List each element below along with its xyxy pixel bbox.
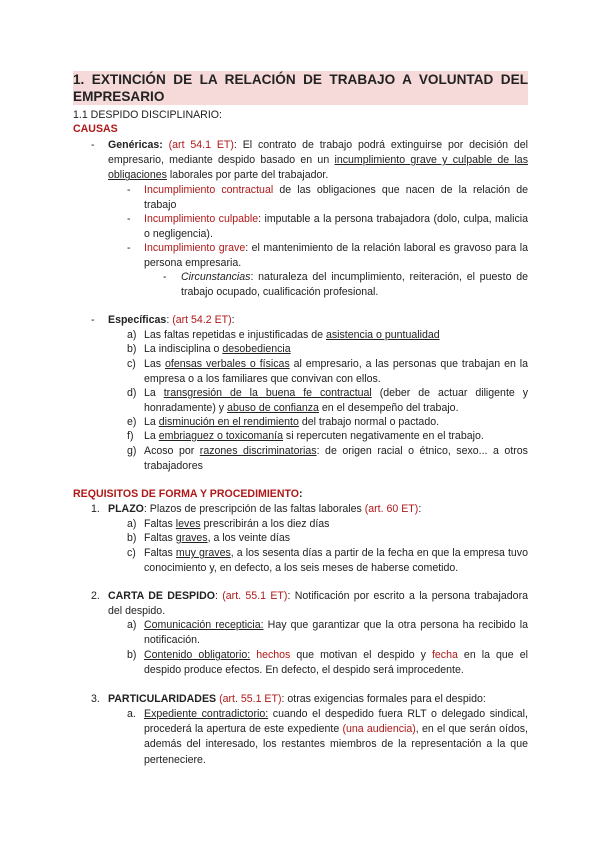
bullet-dash: - (127, 213, 131, 225)
list-item (144, 386, 528, 416)
list-item (144, 648, 528, 678)
item-underlined: desobediencia (222, 343, 291, 355)
item-term: Incumplimiento grave (144, 242, 246, 254)
particularidades-ref: (art. 55.1 ET) (219, 693, 282, 705)
list-marker: b) (127, 532, 137, 544)
list-item (144, 429, 528, 444)
list-marker: e) (127, 416, 137, 428)
requisitos-colon: : (299, 488, 303, 500)
item-text-end: en el desempeño del trabajo. (318, 402, 459, 415)
item-term: Incumplimiento culpable (144, 213, 259, 225)
list-marker: a. (127, 708, 136, 720)
item-text: : naturaleza del incumplimiento, reiteración, el puesto de trabajo ocupado, cualificación profesional. (181, 271, 528, 299)
item-text: La (144, 416, 159, 428)
item-underlined: razones discriminatorias (199, 445, 317, 457)
item-text-end: si repercuten negativamente en el trabajo. (282, 430, 484, 442)
list-marker: d) (127, 387, 137, 399)
list-marker: 1. (91, 503, 100, 515)
plazo-paragraph (108, 502, 528, 517)
bullet-dash: - (91, 139, 95, 151)
list-item (144, 546, 528, 576)
list-item (144, 342, 528, 357)
bullet-dash: - (163, 271, 167, 283)
item-text: Las faltas repetidas e injustificadas de (144, 329, 326, 341)
especificas-colon: : (166, 314, 173, 326)
item-underlined: embriaguez o toxicomanía (158, 430, 283, 442)
bullet-dash: - (127, 184, 131, 196)
particularidades-label: PARTICULARIDADES (108, 693, 217, 705)
especificas-heading (108, 313, 528, 328)
item-underlined: Expediente contradictorio: (144, 708, 269, 720)
list-marker: b) (127, 343, 137, 355)
item-red-1: hechos (256, 649, 291, 661)
sub-list-item (181, 270, 528, 300)
carta-ref: (art. 55.1 ET) (222, 590, 288, 602)
genericas-paragraph (108, 138, 528, 184)
item-underlined-2: abuso de confianza (227, 402, 319, 415)
especificas-ref-colon: : (231, 314, 235, 326)
genericas-text: : El contrato de trabajo podrá extinguirse por decisión del empresario, mediante despido basado en un (108, 139, 528, 167)
plazo-ref: (art. 60 ET) (364, 503, 419, 515)
subheading: 1.1 DESPIDO DISCIPLINARIO: (73, 109, 222, 121)
item-text-end: al empresario, a las personas que trabajan en la empresa o a los familiares que convivan con ellos. (144, 358, 529, 386)
requisitos-title: REQUISITOS DE FORMA Y PROCEDIMIENTO (73, 488, 300, 500)
item-underlined: Comunicación recepticia: (144, 619, 264, 631)
item-underlined: muy graves (175, 547, 231, 559)
item-text-end: , en el que serán oídos, además del interesado, los restantes miembros de la representación a la que perteneciere. (144, 723, 528, 766)
list-item (144, 357, 528, 387)
item-text: La (144, 387, 164, 399)
carta-text: : (214, 590, 223, 602)
particularidades-end: : otras exigencias formales para el despido: (281, 693, 486, 705)
list-marker: a) (127, 518, 137, 530)
list-marker: f) (127, 430, 134, 442)
list-marker: c) (127, 358, 136, 370)
particularidades-paragraph (108, 692, 528, 707)
item-text: Las (144, 358, 165, 370)
item-text-end: , a los sesenta días a partir de la fecha en que la empresa tuvo conocimiento y, en defecto, a los seis meses de haberse cometido. (144, 547, 528, 575)
item-underlined: asistencia o puntualidad (325, 329, 440, 341)
list-marker: a) (127, 329, 137, 341)
list-marker: g) (127, 445, 137, 457)
list-marker: 2. (91, 590, 100, 602)
item-text: Faltas (144, 518, 176, 530)
item-red-2: fecha (431, 649, 458, 661)
item-text: cuando el despedido fuera RLT o delegado sindical, procederá la apertura de este expediente (144, 708, 528, 736)
causas-heading: CAUSAS (73, 123, 118, 135)
item-text: Faltas (144, 547, 176, 559)
item-red: (una audiencia) (342, 723, 416, 736)
list-item (144, 183, 528, 213)
list-item (144, 531, 528, 546)
list-item (144, 618, 528, 648)
item-underlined: graves (175, 532, 208, 544)
list-item (144, 517, 528, 532)
item-text: de las obligaciones que nacen de la relación de trabajo (144, 184, 528, 212)
bullet-dash: - (127, 242, 131, 254)
item-text-end: , a los veinte días (207, 532, 291, 544)
item-text-mid: que motivan el despido y (290, 649, 432, 661)
item-underlined: Contenido obligatorio: (144, 649, 251, 661)
item-text: : imputable a la persona trabajadora (dolo, culpa, malicia o negligencia). (144, 213, 528, 241)
item-text: La (144, 430, 159, 442)
especificas-label: Específicas (108, 314, 167, 326)
list-item (144, 212, 528, 242)
plazo-label: PLAZO (108, 503, 144, 515)
bullet-dash: - (91, 314, 95, 326)
list-item (144, 707, 528, 768)
especificas-ref: (art 54.2 ET) (172, 314, 232, 326)
item-underlined: leves (175, 518, 201, 530)
item-text-end: en la que el despido produce efectos. En defecto, el despido será improcedente. (144, 649, 528, 677)
item-text-end: prescribirán a los diez días (200, 518, 330, 530)
item-text: Acoso por (144, 445, 200, 457)
plazo-text: : Plazos de prescripción de las faltas laborales (143, 503, 365, 515)
list-marker: a) (127, 619, 137, 631)
carta-paragraph (108, 589, 528, 619)
heading-title: EXTINCIÓN DE LA RELACIÓN DE TRABAJO A VOLUNTAD DEL EMPRESARIO (73, 72, 528, 104)
item-underlined: ofensas verbales o físicas (164, 358, 290, 370)
item-italic: Circunstancias (181, 271, 251, 283)
list-marker: c) (127, 547, 136, 559)
genericas-label: Genéricas: (108, 139, 163, 151)
genericas-text-end: laborales por parte del trabajador. (166, 169, 329, 182)
item-underlined: transgresión de la buena fe contractual (163, 387, 372, 399)
genericas-underlined: incumplimiento grave y culpable de las obligaciones (108, 154, 528, 182)
list-item (144, 328, 528, 343)
item-text-end: del trabajo normal o pactado. (298, 416, 440, 428)
carta-end: : Notificación por escrito a la persona trabajadora del despido. (108, 590, 528, 618)
item-text: Faltas (144, 532, 176, 544)
heading-number: 1. (73, 72, 85, 87)
section-heading (73, 71, 528, 105)
plazo-end: : (418, 503, 422, 515)
item-text-end: Hay que garantizar que la otra persona ha recibido la notificación. (144, 619, 528, 647)
genericas-ref: (art 54.1 ET) (168, 139, 234, 151)
item-underlined: disminución en el rendimiento (158, 416, 299, 428)
item-text: : el mantenimiento de la relación laboral es gravoso para la persona empresaria. (144, 242, 528, 270)
list-marker: b) (127, 649, 137, 661)
item-text-end: : de origen racial o étnico, sexo... a otros trabajadores (144, 445, 528, 473)
item-text-mid: (deber de actuar diligente y honradamente) y (144, 387, 529, 415)
list-item (144, 241, 528, 271)
list-item (144, 444, 528, 474)
item-text: La indisciplina o (144, 343, 223, 355)
item-term: Incumplimiento contractual (144, 184, 274, 196)
requisitos-heading (73, 487, 303, 502)
list-marker: 3. (91, 693, 100, 705)
list-item (144, 415, 528, 430)
carta-label: CARTA DE DESPIDO (108, 590, 215, 602)
